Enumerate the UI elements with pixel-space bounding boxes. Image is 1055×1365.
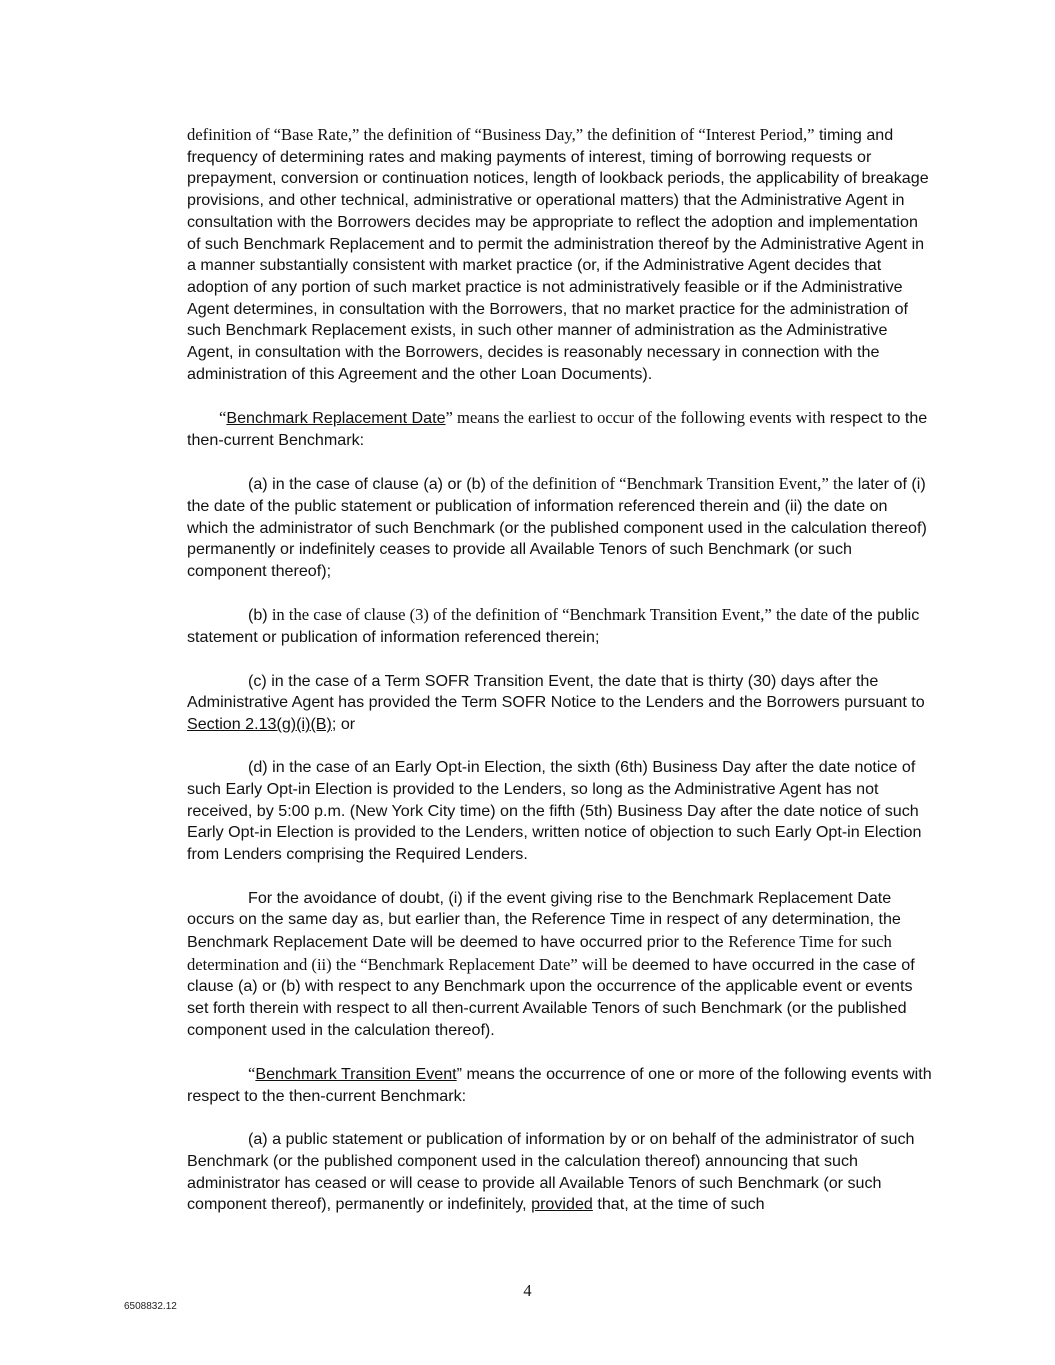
paragraph-text: timing and frequency of determining rates and making payments of interest, timing of borrowing requests or prepayment, conversion or continuation notices, length of lookback periods, the applicability of breakage provisions, and other technical, administrative or operational matters) that the Administrative Agent in consultation with the Borrowers decides may be appropriate to reflect the adoption and implementation of such Benchmark Replacement and to permit the administration thereof by the Administrative Agent in a manner substantially consistent with market practice (or, if the Administrative Agent decides that adoption of any portion of such market practice is not administratively feasible or if the Administrative Agent determines, in consultation with the Borrowers, that no market practice for the administration of such Benchmark Replacement exists, in such other manner of administration as the Administrative Agent, in consultation with the Borrowers, decides is reasonably necessary in connection with the administration of this Agreement and the other Loan Documents). (187, 126, 929, 383)
clause-text: (a) a public statement or publication of information by or on behalf of the administrator of such Benchmark (or the published component used in the calculation thereof) announcing that such administrator has ceased or will cease to provide all Available Tenors of such Benchmark (or such component thereof), permanently or indefinitely, (187, 1130, 915, 1214)
clause-b (187, 604, 932, 648)
provided-term: provided (531, 1195, 593, 1214)
clause-d (187, 757, 932, 866)
clause-text: later of (i) the date of the public statement or publication of information referenced therein and (ii) the date on which the administrator of such Benchmark (or the published component used in the calculation thereof) permanently or indefinitely ceases to provide all Available Tenors of such Benchmark (or such component thereof); (187, 475, 927, 581)
definition-lead-text: ” means the earliest to occur of the following events with (445, 408, 826, 428)
clause-text: of the public statement or publication of information referenced therein; (187, 606, 920, 647)
clause-text: (c) in the case of a Term SOFR Transition Event, the date that is thirty (30) days after the Administrative Agent has provided the Term SOFR Notice to the Lenders and the Borrowers pursuant to (187, 671, 925, 712)
document-body (187, 124, 932, 1238)
clause-c (187, 671, 932, 736)
definition-text: respect to the then-current Benchmark: (187, 409, 928, 449)
clause-lead-text: (a) in the case of clause (a) or (b) (248, 475, 486, 494)
clause-a (187, 473, 932, 583)
definition-text: ” means the occurrence of one or more of the following events with respect to the then-current Benchmark: (187, 1065, 932, 1105)
page-number: 4 (523, 1281, 532, 1300)
open-quote: “ (219, 408, 227, 428)
paragraph-lead-text: For the avoidance of doubt, (i) if the event giving rise to the Benchmark Replacement Date occurs on the same day as, but earlier than, the Reference Time in respect of any determination, the Benchmark Replacement Date will be deemed to have occurred prior to the (187, 888, 901, 951)
definition-benchmark-transition-event (187, 1063, 932, 1107)
clause-end-text: ; or (331, 714, 356, 733)
clause-lead-text: (b) (248, 606, 268, 625)
clause-serif-text: of the definition of “Benchmark Transition Event,” the (485, 474, 854, 494)
paragraph-lead-text: definition of “Base Rate,” the definition of “Business Day,” the definition of “Interest Period,” (187, 125, 815, 144)
paragraph-conforming-changes (187, 124, 932, 385)
defined-term: Benchmark Transition Event (255, 1065, 457, 1084)
clause-text: (d) in the case of an Early Opt-in Election, the sixth (6th) Business Day after the date notice of such Early Opt-in Election is provided to the Lenders, so long as the Administrative Agent has not received, by 5:00 p.m. (New York City time) on the fifth (5th) Business Day after the date notice of such Early Opt-in Election is provided to the Lenders, written notice of objection to such Early Opt-in Election from Lenders comprising the Required Lenders. (187, 758, 922, 864)
defined-term: Benchmark Replacement Date (226, 409, 446, 428)
open-quote: “ (248, 1064, 256, 1084)
paragraph-text: deemed to have occurred in the case of clause (a) or (b) with respect to any Benchmark upon the occurrence of the applicable event or events set forth therein with respect to all then-current Available Tenors of such Benchmark (or the published component used in the calculation thereof). (187, 955, 915, 1039)
document-id: 6508832.12 (124, 1301, 177, 1312)
paragraph-avoidance-of-doubt (187, 888, 932, 1042)
definition-benchmark-replacement-date (187, 407, 932, 451)
section-reference: Section 2.13(g)(i)(B) (187, 714, 332, 733)
paragraph-serif-text: Reference Time for such determination and (ii) the “Benchmark Replacement Date” will be (187, 931, 892, 974)
clause-serif-text: in the case of clause (3) of the definition of “Benchmark Transition Event,” the date (267, 605, 829, 625)
transition-clause-a (187, 1129, 932, 1216)
clause-end-text: that, at the time of such (592, 1195, 765, 1214)
